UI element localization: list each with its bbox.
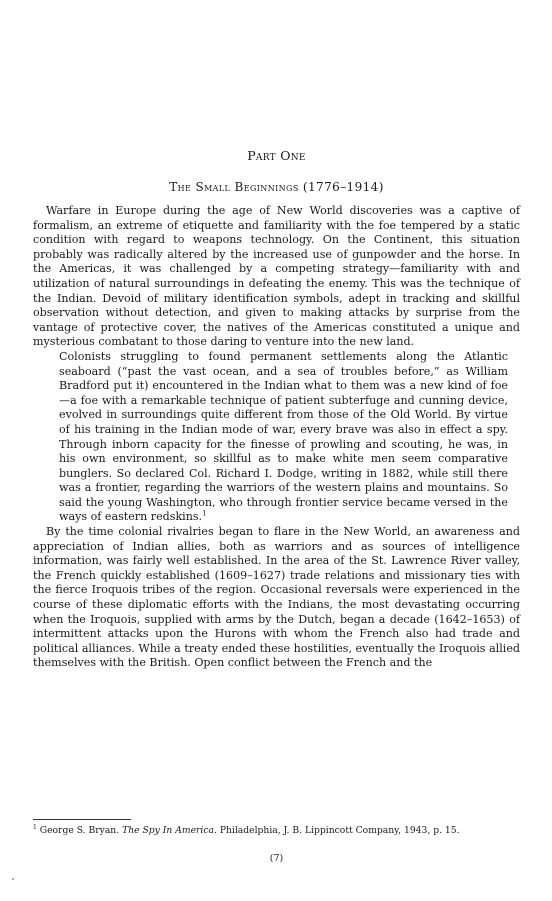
footnote-rule	[33, 819, 131, 820]
block-quote	[59, 350, 508, 525]
footnote-author: George S. Bryan.	[39, 825, 120, 836]
page-number: (7)	[269, 853, 284, 864]
paragraph-2: By the time colonial rivalries began to flare in the New World, an awareness and appreciation of Indian allies, both as warriors and as sources of intelligence information, was fairly well established. In the area of the St. Lawrence River valley, the French quickly established (1609–1627) trade relations and missionary ties with the fierce Iroquois tribes of the region. Occasional reversals were experienced in the course of these diplomatic efforts with the Indians, the most devastating occurring when the Iroquois, supplied with arms by the Dutch, began a decade (1642–1653) of intermittent attacks upon the Hurons with whom the French also had trade and political alliances. While a treaty ended these hostilities, eventually the Iroquois allied themselves with the British. Open conflict between the French and the	[33, 525, 520, 670]
footnote-reference: 1	[202, 509, 207, 518]
scan-speck	[12, 878, 14, 880]
footnote	[33, 825, 520, 837]
chapter-title: The Small Beginnings (1776–1914)	[169, 180, 384, 194]
footnote-publication: Philadelphia, J. B. Lippincott Company, 1943, p. 15.	[219, 825, 460, 836]
footnote-book-title: The Spy In America.	[122, 825, 217, 836]
block-quote-text: Colonists struggling to found permanent settlements along the Atlantic seaboard (“past the vast ocean, and a sea of troubles before,” as William Bradford put it) encountered in the Indian what to them was a new kind of foe—a foe with a remarkable technique of patient subterfuge and cunning device, evolved in surroundings quite different from those of the Old World. By virtue of his training in the Indian mode of war, every brave was also in effect a spy. Through inborn capacity for the finesse of prowling and scouting, he was, in his own environment, so skillful as to make white men seem comparative bunglers. So declared Col. Richard I. Dodge, writing in 1882, while still there was a frontier, regarding the warriors of the western plains and mountains. So said the young Washington, who through frontier service became versed in the ways of eastern redskins.	[59, 349, 508, 524]
paragraph-1: Warfare in Europe during the age of New World discoveries was a captive of formalism, an extreme of etiquette and familiarity with the foe tempered by a static condition with regard to weapons technology. On the Continent, this situation probably was radically altered by the increased use of gunpowder and the horse. In the Americas, it was challenged by a competing strategy—familiarity with and utilization of natural surroundings in defeating the enemy. This was the technique of the Indian. Devoid of military identification symbols, adept in tracking and skillful observation without detection, and given to making attacks by surprise from the vantage of protective cover, the natives of the Americas constituted a unique and mysterious combatant to those daring to venture into the new land.	[33, 204, 520, 349]
body-text	[33, 204, 520, 671]
footnote-mark: 1	[33, 823, 37, 831]
part-title: Part One	[247, 148, 306, 163]
